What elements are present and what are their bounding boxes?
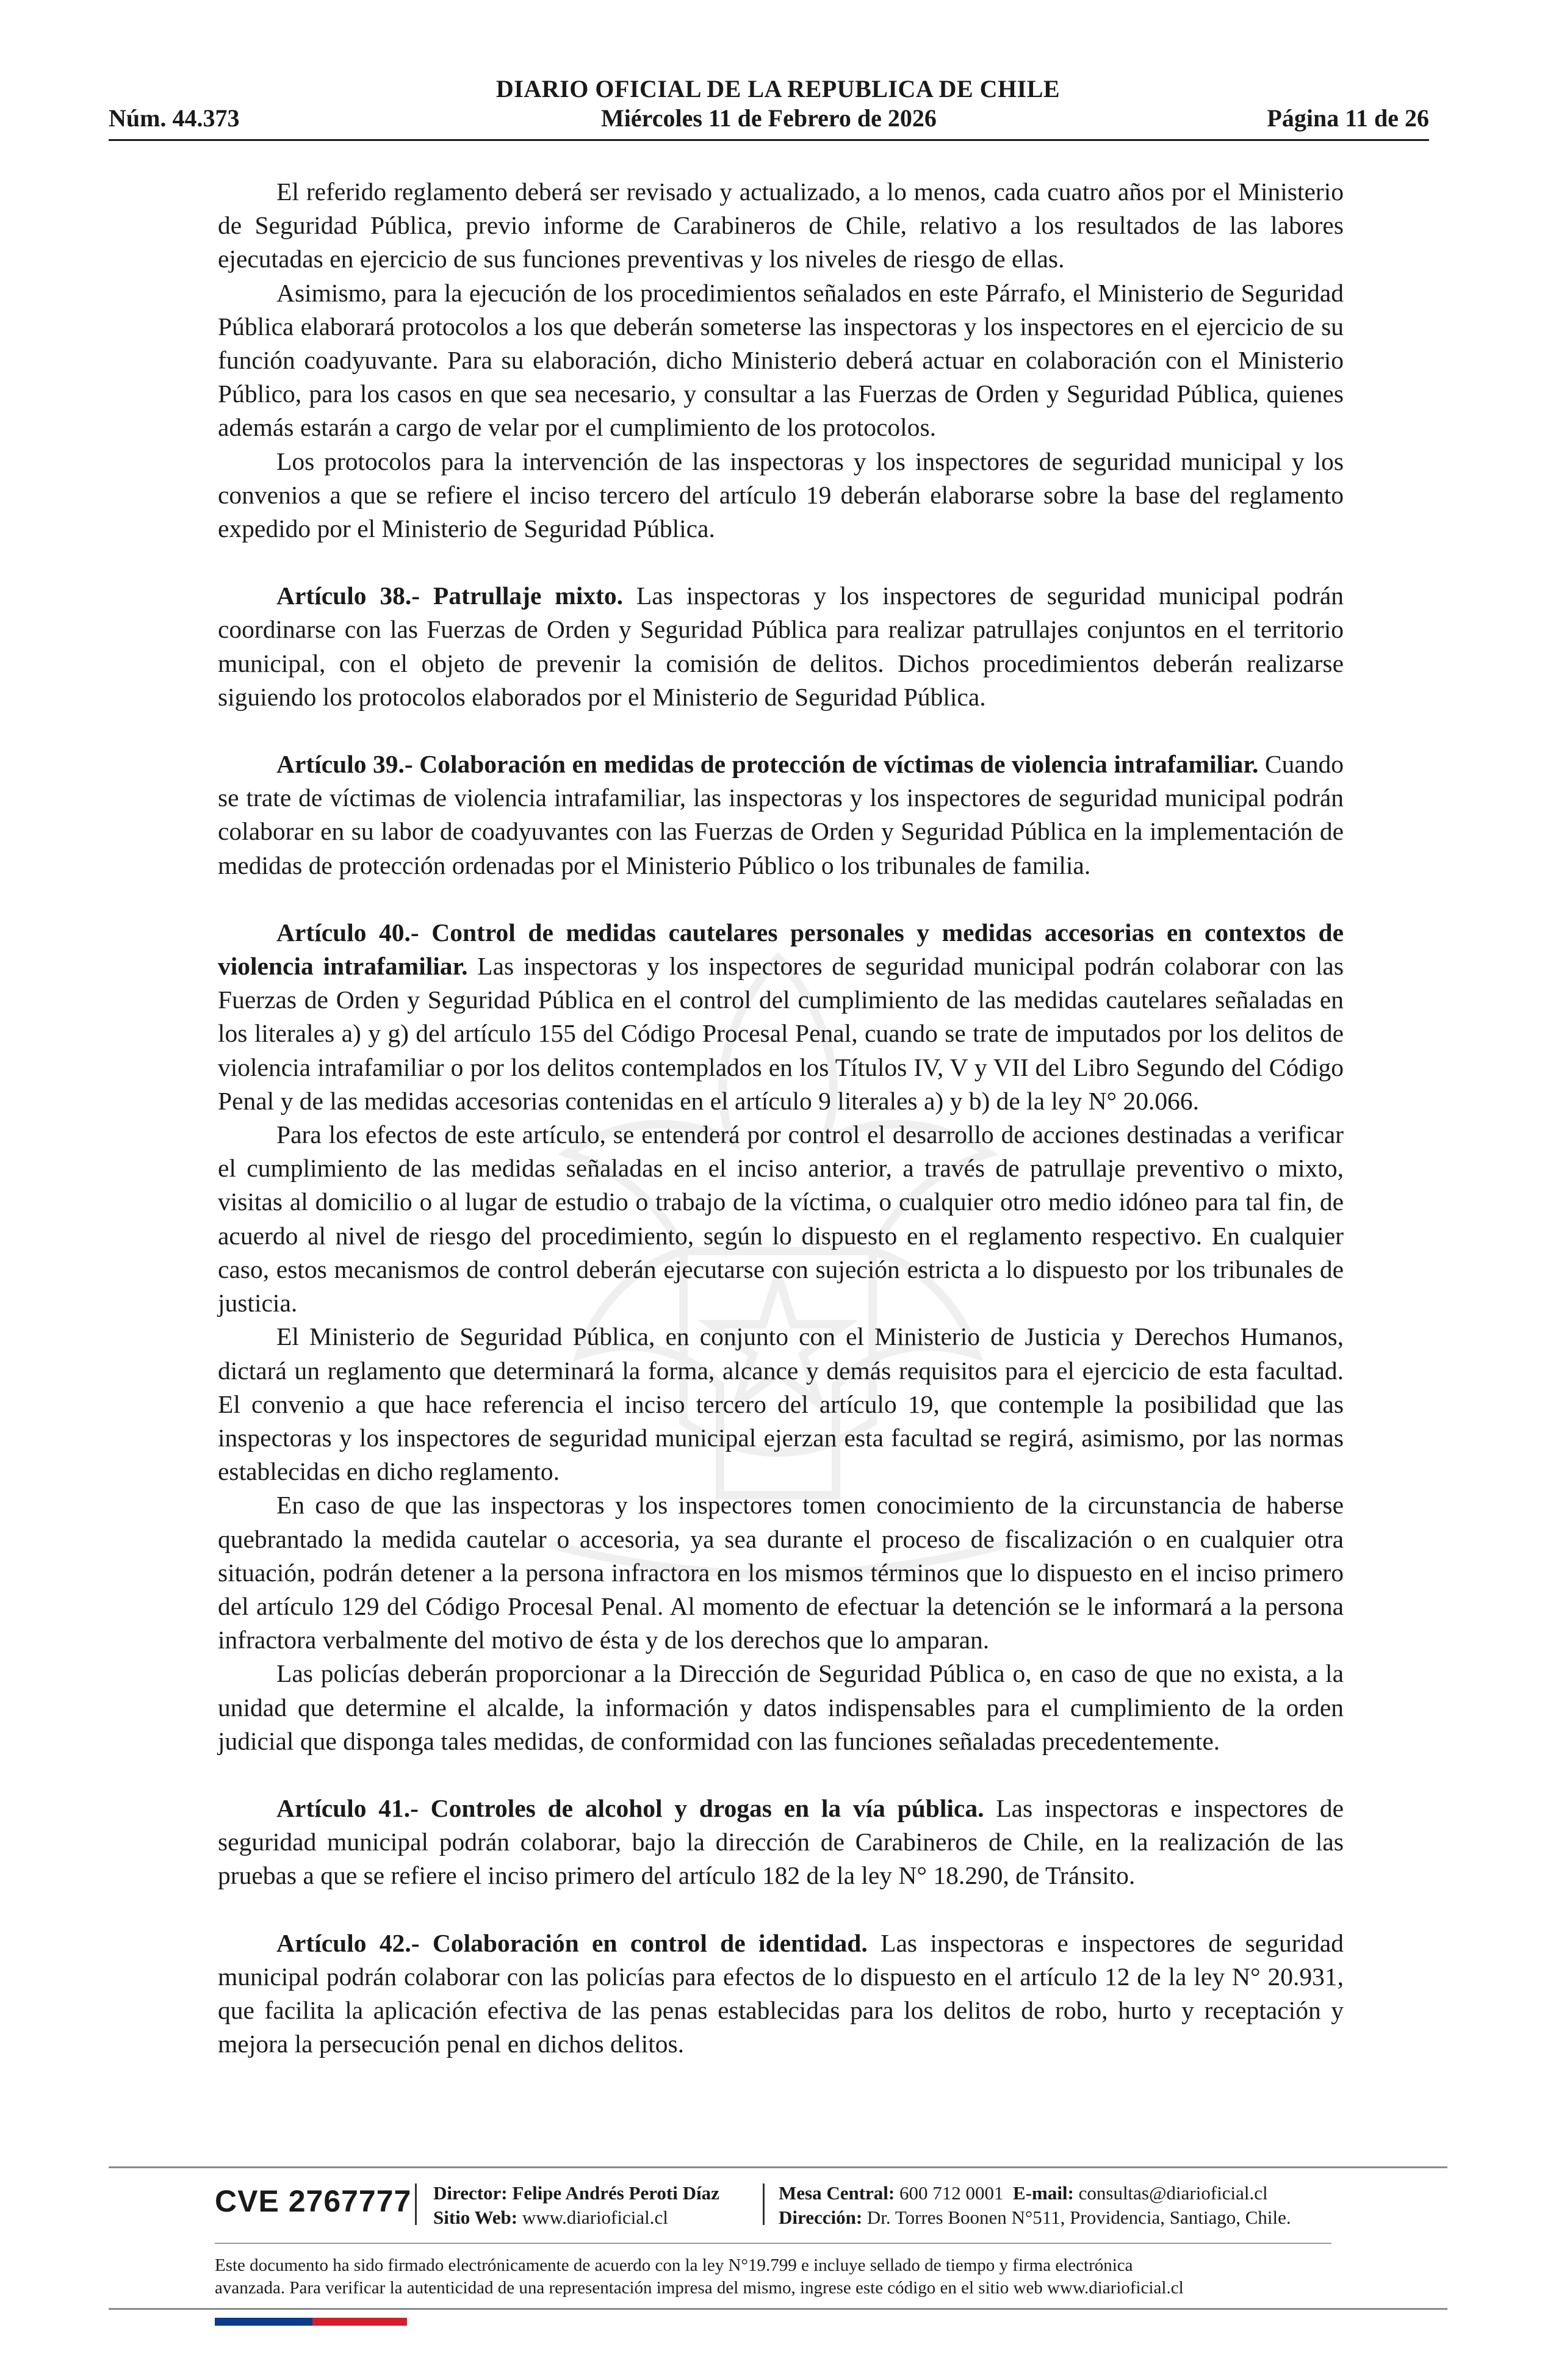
cve-code: CVE 2767777: [215, 2184, 412, 2218]
header-divider: [109, 139, 1429, 141]
paragraph: El referido reglamento deberá ser revisado y actualizado, a lo menos, cada cuatro años por el Ministerio de Seguridad Pública, previo informe de Carabineros de Chile, relativo a los resultados de las labores ejecutadas en ejercicio de sus funciones preventivas y los niveles de riesgo de ellas.: [218, 178, 1344, 273]
footer-divider-mid: [215, 2243, 1331, 2244]
footer-contact-block: Mesa Central: 600 712 0001 E-mail: consultas@diarioficial.cl Dirección: Dr. Torres Boonen N°511, Providencia, Santiago, Chile.: [779, 2182, 1291, 2228]
website-link[interactable]: www.diarioficial.cl: [522, 2207, 668, 2228]
article-39: Artículo 39.- Colaboración en medidas de protección de víctimas de violencia intrafamiliar. Cuando se trate de víctimas de violencia intrafamiliar, las inspectoras y los inspectores de seguridad municipal podrán colaborar en su labor de coadyuvantes con las Fuerzas de Orden y Seguridad Pública en la implementación de medidas de protección ordenadas por el Ministerio Público o los tribunales de familia.: [218, 750, 1344, 879]
article-title: Artículo 38.- Patrullaje mixto.: [276, 582, 624, 610]
signature-notice: Este documento ha sido firmado electrónicamente de acuerdo con la ley N°19.799 e incluye sellado de tiempo y firma electrónica avanzada. Para verificar la autenticidad de una representación impresa del mismo, ingrese este código en el sitio web www.diarioficial.cl: [215, 2256, 1184, 2298]
issue-date: Miércoles 11 de Febrero de 2026: [601, 104, 937, 132]
footer-divider-bottom: [109, 2308, 1447, 2310]
article-41: Artículo 41.- Controles de alcohol y drogas en la vía pública. Las inspectoras e inspectores de seguridad municipal podrán colaborar, bajo la dirección de Carabineros de Chile, en la realización de las pruebas a que se refiere el inciso primero del artículo 182 de la ley N° 18.290, de Tránsito.: [218, 1794, 1344, 1890]
director-name: Felipe Andrés Peroti Díaz: [512, 2182, 719, 2204]
article-title: Artículo 40.- Control de medidas cautelares personales y medidas accesorias en contextos de violencia intrafamiliar.: [218, 918, 1344, 981]
email-link[interactable]: consultas@diarioficial.cl: [1078, 2182, 1268, 2204]
newspaper-title: DIARIO OFICIAL DE LA REPUBLICA DE CHILE: [495, 75, 1061, 103]
flag-stripe-red: [312, 2318, 407, 2326]
article-title: Artículo 39.- Colaboración en medidas de protección de víctimas de violencia intrafamiliar.: [276, 750, 1259, 779]
article-40: Artículo 40.- Control de medidas cautelares personales y medidas accesorias en contextos de violencia intrafamiliar. Las inspectoras y los inspectores de seguridad municipal podrán colaborar con las Fuerzas de Orden y Seguridad Pública en el control del cumplimiento de las medidas cautelares señaladas en los literales a) y g) del artículo 155 del Código Procesal Penal, cuando se trate de imputados por los delitos de violencia intrafamiliar o por los delitos contemplados en los Títulos IV, V y VII del Libro Segundo del Código Penal y de las medidas accesorias contenidas en el artículo 9 literales a) y b) de la ley N° 20.066.: [218, 918, 1344, 1115]
phone-number: 600 712 0001: [899, 2182, 1004, 2204]
paragraph: El Ministerio de Seguridad Pública, en conjunto con el Ministerio de Justicia y Derechos Humanos, dictará un reglamento que determinará la forma, alcance y demás requisitos para el ejercicio de esta facultad. El convenio a que hace referencia el inciso tercero del artículo 19, que contemple la posibilidad que las inspectoras y los inspectores de seguridad municipal ejerzan esta facultad se regirá, asimismo, por las normas establecidas en dicho reglamento.: [218, 1322, 1344, 1486]
paragraph: Las policías deberán proporcionar a la Dirección de Seguridad Pública o, en caso de que no exista, a la unidad que determine el alcalde, la información y datos indispensables para el cumplimiento de la orden judicial que disponga tales medidas, de conformidad con las funciones señaladas precedentemente.: [218, 1659, 1344, 1755]
article-42: Artículo 42.- Colaboración en control de identidad. Las inspectoras e inspectores de seguridad municipal podrán colaborar con las policías para efectos de lo dispuesto en el artículo 12 de la ley N° 20.931, que facilita la aplicación efectiva de las penas establecidas para los delitos de robo, hurto y receptación y mejora la persecución penal en dichos delitos.: [218, 1928, 1344, 2058]
issue-number: Núm. 44.373: [109, 104, 240, 132]
footer-director-block: Director: Felipe Andrés Peroti Díaz Sitio Web: www.diarioficial.cl: [433, 2182, 719, 2228]
article-38: Artículo 38.- Patrullaje mixto. Las inspectoras y los inspectores de seguridad municipal podrán coordinarse con las Fuerzas de Orden y Seguridad Pública para realizar patrullajes conjuntos en el territorio municipal, con el objeto de prevenir la comisión de delitos. Dichos procedimientos deberán realizarse siguiendo los protocolos elaborados por el Ministerio de Seguridad Pública.: [218, 582, 1344, 711]
footer-separator: [763, 2183, 765, 2225]
address: Dr. Torres Boonen N°511, Providencia, Santiago, Chile.: [866, 2207, 1291, 2228]
paragraph: Asimismo, para la ejecución de los procedimientos señalados en este Párrafo, el Ministerio de Seguridad Pública elaborará protocolos a los que deberán someterse las inspectoras y los inspectores en el ejercicio de su función coadyuvante. Para su elaboración, dicho Ministerio deberá actuar en colaboración con el Ministerio Público, para los casos en que sea necesario, y consultar a las Fuerzas de Orden y Seguridad Pública, quienes además estarán a cargo de velar por el cumplimiento de los protocolos.: [218, 278, 1344, 442]
flag-stripe-blue: [215, 2318, 312, 2326]
header-row: [109, 104, 1429, 135]
footer-separator: [415, 2183, 417, 2225]
footer-divider-top: [109, 2166, 1447, 2168]
paragraph: En caso de que las inspectoras y los inspectores tomen conocimiento de la circunstancia de haberse quebrantado la medida cautelar o accesoria, ya sea durante el proceso de fiscalización o en cualquier otra situación, podrán detener a la persona infractora en los mismos términos que lo dispuesto en el inciso primero del artículo 129 del Código Procesal Penal. Al momento de efectuar la detención se le informará a la persona infractora verbalmente del motivo de ésta y de los derechos que lo amparan.: [218, 1491, 1344, 1654]
paragraph: Para los efectos de este artículo, se entenderá por control el desarrollo de acciones destinadas a verificar el cumplimiento de las medidas señaladas en el inciso anterior, a través de patrullaje preventivo o mixto, visitas al domicilio o al lugar de estudio o trabajo de la víctima, o cualquier otro medio idóneo para tal fin, de acuerdo al nivel de riesgo del procedimiento, según lo dispuesto en el reglamento respectivo. En cualquier caso, estos mecanismos de control deberán ejecutarse con sujeción estricta a lo dispuesto por los tribunales de justicia.: [218, 1120, 1344, 1318]
paragraph: Los protocolos para la intervención de las inspectoras y los inspectores de seguridad municipal y los convenios a que se refiere el inciso tercero del artículo 19 deberán elaborarse sobre la base del reglamento expedido por el Ministerio de Seguridad Pública.: [218, 447, 1344, 543]
article-title: Artículo 41.- Controles de alcohol y drogas en la vía pública.: [276, 1794, 984, 1822]
document-body: [218, 175, 1344, 2061]
page-number: Página 11 de 26: [1267, 104, 1429, 132]
article-title: Artículo 42.- Colaboración en control de identidad.: [276, 1928, 868, 1957]
